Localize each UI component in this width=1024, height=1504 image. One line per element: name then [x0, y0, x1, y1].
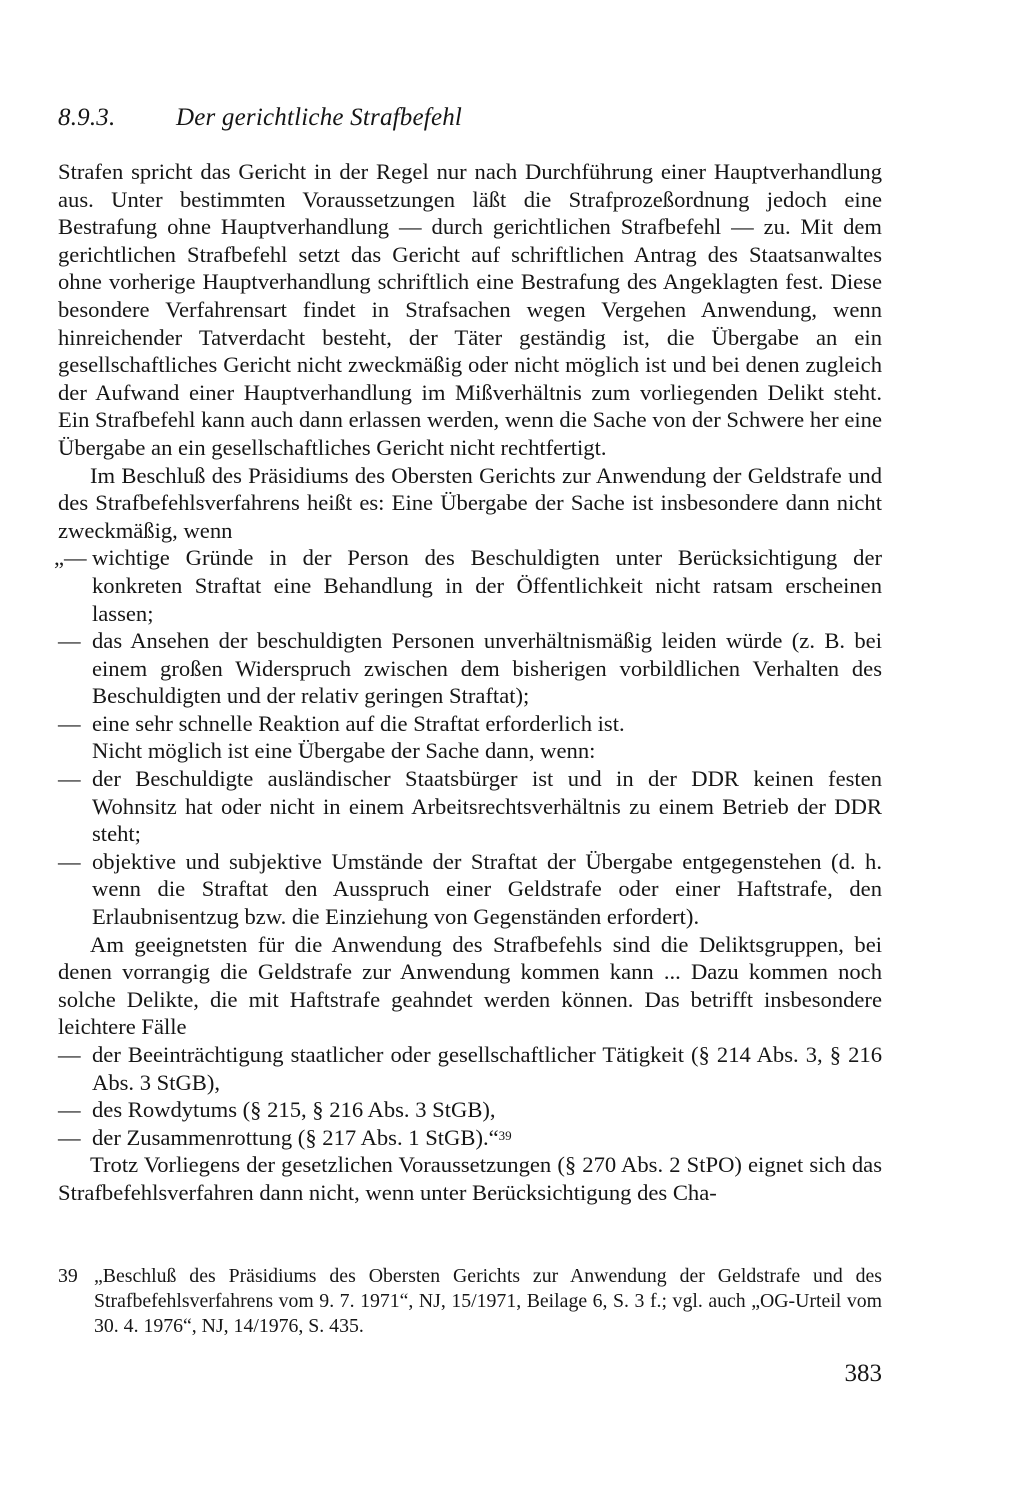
list-item	[58, 627, 882, 710]
list-item-text: der Beschuldigte ausländischer Staatsbürger ist und in der DDR keinen festen Wohnsitz hat oder nicht in einem Arbeitsrechtsverhältnis zu einem Betrieb der DDR steht;	[92, 766, 882, 847]
list-not-expedient	[54, 544, 882, 737]
list-item-text: das Ansehen der beschuldigten Personen unverhältnismäßig leiden würde (z. B. bei einem großen Widerspruch zwischen dem bisherigen vorbildlichen Verhalten des Beschuldigten und der relativ geringen Straftat);	[92, 628, 882, 709]
list-item	[58, 1041, 882, 1096]
list-item-text: der Beeinträchtigung staatlicher oder gesellschaftlicher Tätigkeit (§ 214 Abs. 3, § 216 Abs. 3 StGB),	[92, 1042, 882, 1095]
dash-marker: „—	[54, 545, 87, 571]
list-lighter-cases	[58, 1041, 882, 1151]
list-item	[58, 710, 882, 738]
paragraph-2: Im Beschluß des Präsidiums des Obersten Gerichts zur Anwendung der Geldstrafe und des Strafbefehlsverfahrens heißt es: Eine Übergabe der Sache ist insbesondere dann nicht zweckmäßig, wenn	[58, 462, 882, 543]
section-title: Der gerichtliche Strafbefehl	[176, 104, 463, 131]
paragraph-3: Nicht möglich ist eine Übergabe der Sache dann, wenn:	[92, 738, 596, 764]
list-item-text: eine sehr schnelle Reaktion auf die Straftat erforderlich ist.	[92, 710, 625, 736]
footnote-number: 39	[58, 1265, 78, 1287]
dash-marker: —	[58, 848, 81, 874]
dash-marker: —	[58, 628, 81, 654]
list-item	[58, 765, 882, 848]
list-item	[58, 848, 882, 931]
paragraph-5: Trotz Vorliegens der gesetzlichen Voraussetzungen (§ 270 Abs. 2 StPO) eignet sich das Strafbefehlsverfahren dann nicht, wenn unter Berücksichtigung des Cha-	[58, 1152, 882, 1205]
list-item-text: des Rowdytums (§ 215, § 216 Abs. 3 StGB),	[92, 1097, 496, 1123]
page-number: 383	[844, 1360, 882, 1387]
dash-marker: —	[58, 1097, 81, 1123]
section-number: 8.9.3.	[58, 104, 116, 131]
dash-marker: —	[58, 710, 81, 736]
paragraph-4: Am geeignetsten für die Anwendung des Strafbefehls sind die Deliktsgruppen, bei denen vorrangig die Geldstrafe zur Anwendung kommen kann ... Dazu kommen noch solche Delikte, die mit Haftstrafe geahndet werden können. Das betrifft insbesondere leichtere Fälle	[58, 931, 882, 1040]
list-item	[58, 1124, 882, 1152]
paragraph-1: Strafen spricht das Gericht in der Regel nur nach Durchführung einer Hauptverhandlung aus. Unter bestimmten Voraussetzungen läßt die Strafprozeßordnung jedoch eine Bestrafung ohne Hauptverhandlung — durch gerichtlichen Strafbefehl — zu. Mit dem gerichtlichen Strafbefehl setzt das Gericht auf schriftlichen Antrag des Staatsanwaltes ohne vorherige Hauptverhandlung schriftlich eine Bestrafung des Angeklagten fest. Diese besondere Verfahrensart findet in Strafsachen wegen Vergehen Anwendung, wenn hinreichender Tatverdacht besteht, der Täter geständig ist, die Übergabe an ein gesellschaftliches Gericht nicht zweckmäßig oder nicht möglich ist und bei denen zugleich der Aufwand einer Hauptverhandlung im Mißverhältnis zum vorliegenden Delikt steht. Ein Strafbefehl kann auch dann erlassen werden, wenn die Sache von der Schwere her eine Übergabe an ein gesellschaftliches Gericht nicht rechtfertigt.	[58, 159, 882, 460]
body-text	[54, 158, 882, 1207]
footnote-reference[interactable]: 39	[498, 1127, 512, 1143]
list-item-text: der Zusammenrottung (§ 217 Abs. 1 StGB).“	[92, 1124, 499, 1150]
dash-marker: —	[58, 1042, 81, 1067]
list-item-text: objektive und subjektive Umstände der Straftat der Übergabe entgegenstehen (d. h. wenn die Straftat den Ausspruch einer Geldstrafe oder einer Haftstrafe, den Erlaubnisentzug bzw. die Einziehung von Gegenständen erfordert).	[92, 848, 882, 930]
list-item-text: wichtige Gründe in der Person des Beschuldigten unter Berücksichtigung der konkreten Straftat eine Behandlung in der Öffentlichkeit nicht ratsam erscheinen lassen;	[92, 545, 882, 626]
footnote	[58, 1264, 882, 1339]
dash-marker: —	[58, 1124, 81, 1150]
section-heading	[58, 104, 462, 132]
dash-marker: —	[58, 766, 81, 792]
list-item	[54, 544, 882, 627]
list-not-possible	[58, 765, 882, 931]
footnote-text: „Beschluß des Präsidiums des Obersten Gerichts zur Anwendung der Geldstrafe und des Strafbefehlsverfahrens vom 9. 7. 1971“, NJ, 15/1971, Beilage 6, S. 3 f.; vgl. auch „OG-Urteil vom 30. 4. 1976“, NJ, 14/1976, S. 435.	[94, 1265, 882, 1337]
list-item	[58, 1096, 882, 1124]
